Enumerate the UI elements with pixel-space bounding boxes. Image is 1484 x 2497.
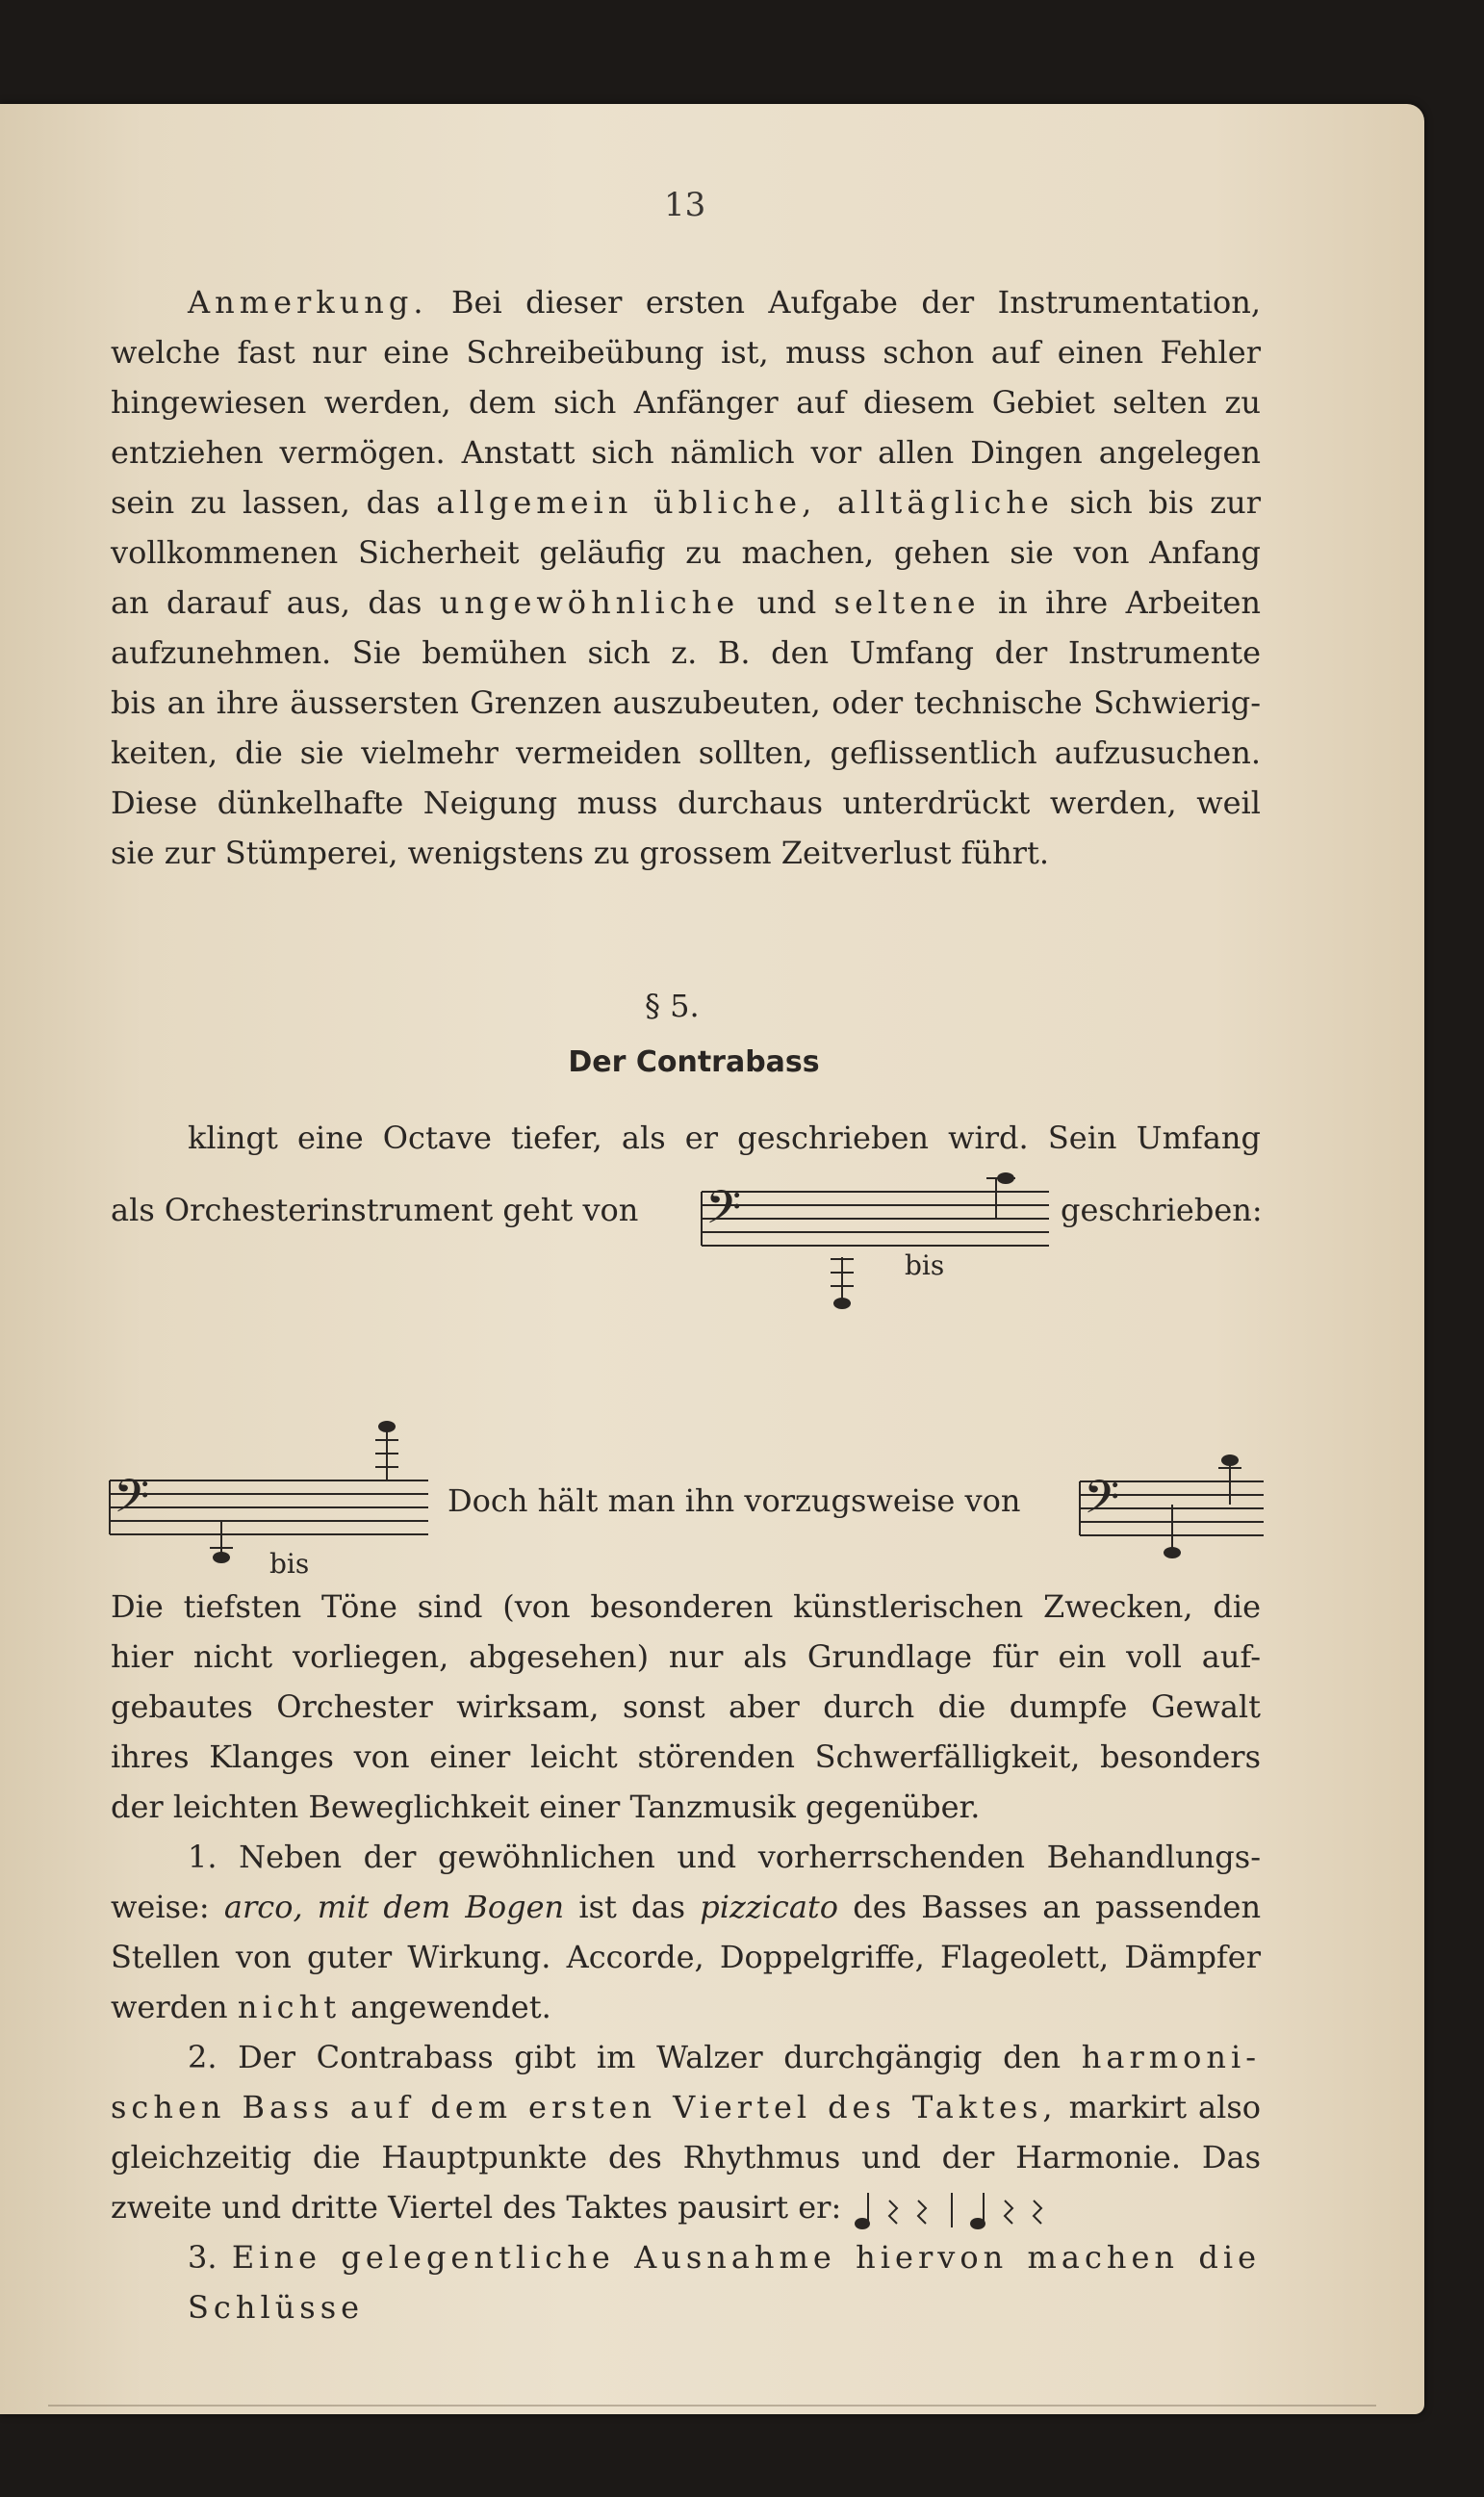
anmerkung-line: aufzunehmen. Sie bemühen sich z. B. den Umfang der Instrumente (111, 634, 1261, 671)
anmerkung-line: keiten, die sie vielmehr vermeiden sollten, geflissentlich aufzusuchen. (111, 734, 1261, 771)
anmerkung-line-1 (111, 277, 1261, 327)
item-number: 2. (188, 2039, 217, 2075)
emphasis: ungewöhnliche (439, 584, 740, 621)
item2-line-1 (111, 2032, 1261, 2082)
anmerkung-line: welche fast nur eine Schreibeübung ist, muss schon auf einen Fehler (111, 334, 1261, 371)
low-note (1164, 1547, 1181, 1558)
item1-line-1 (111, 1832, 1261, 1882)
anmerkung-line: hingewiesen werden, dem sich Anfänger auf diesem Gebiet selten zu (111, 384, 1261, 421)
emphasis: harmoni- (1081, 2039, 1262, 2075)
intro-paragraph (111, 1113, 1261, 1163)
body-line: hier nicht vorliegen, abgesehen) nur als Grundlage für ein voll auf- (111, 1638, 1261, 1675)
body-paragraph (111, 1582, 1261, 2332)
text: in ihre Arbeiten (997, 584, 1262, 621)
item1-line-3: Stellen von guter Wirkung. Accorde, Doppelgriffe, Flageolett, Dämpfer (111, 1939, 1261, 1975)
text: weise: (111, 1889, 210, 1925)
section-number: § 5. (645, 988, 700, 1024)
text: Eine gelegentliche Ausnahme hiervon machen die (231, 2239, 1262, 2276)
anmerkung-line (111, 477, 1261, 528)
bis-label: bis (269, 1548, 310, 1580)
anmerkung-line: entziehen vermögen. Anstatt sich nämlich vor allen Dingen angelegen (111, 434, 1261, 471)
anmerkung-text: Bei dieser ersten Aufgabe der Instrumentation, (451, 284, 1262, 321)
doch-text: Doch hält man ihn vorzugsweise von (448, 1482, 1021, 1519)
body-line: der leichten Beweglichkeit einer Tanzmusik gegenüber. (111, 1789, 981, 1825)
low-note (833, 1298, 851, 1309)
anmerkung-line: bis an ihre äussersten Grenzen auszubeuten, oder technische Schwierig- (111, 684, 1261, 721)
bass-clef-icon: 𝄢 (114, 1469, 150, 1534)
emphasis: nicht (237, 1989, 342, 2025)
bis-label: bis (905, 1249, 945, 1281)
intro-line-2b: geschrieben: (1061, 1192, 1263, 1228)
text: sein zu lassen, das (111, 484, 421, 521)
italic-term: arco, mit dem Bogen (223, 1889, 565, 1925)
text: ist das (578, 1889, 686, 1925)
text: zweite und dritte Viertel des Taktes pausirt er: (111, 2189, 842, 2226)
emphasis: schen Bass auf dem ersten Viertel des Taktes, (111, 2089, 1058, 2125)
intro-line-2a: als Orchesterinstrument geht von (111, 1192, 639, 1228)
anmerkung-line: vollkommenen Sicherheit geläufig zu machen, gehen sie von Anfang (111, 534, 1261, 571)
item-number: 3. (188, 2239, 217, 2276)
text: und (756, 584, 817, 621)
item-number: 1. (188, 1839, 217, 1875)
text: markirt also (1068, 2089, 1262, 2125)
emphasis: allgemein übliche, alltägliche (436, 484, 1054, 521)
rhythm-notation-icon (851, 2189, 1062, 2231)
text: des Basses an passenden (853, 1889, 1262, 1925)
page-number: 13 (664, 186, 706, 224)
intro-line-1: klingt eine Octave tiefer, als er geschrieben wird. Sein Umfang (188, 1120, 1261, 1156)
book-page (0, 104, 1424, 2414)
text: Der Contrabass gibt im Walzer durchgängig den (238, 2039, 1062, 2075)
section-heading: Der Contrabass (568, 1045, 820, 1079)
bass-clef-icon: 𝄢 (1084, 1470, 1120, 1535)
preferred-range-staff (1076, 1447, 1268, 1572)
anmerkung-paragraph (111, 277, 1261, 878)
body-line: gebautes Orchester wirksam, sonst aber durch die dumpfe Gewalt (111, 1688, 1261, 1725)
item2-line-2 (111, 2082, 1261, 2132)
anmerkung-label: Anmerkung. (188, 284, 428, 321)
body-line: Die tiefsten Töne sind (von besonderen künstlerischen Zwecken, die (111, 1588, 1261, 1625)
page-bottom-edge (48, 2405, 1376, 2407)
text: sich bis zur (1069, 484, 1262, 521)
bass-clef-icon: 𝄢 (705, 1180, 742, 1246)
range-staff-2 (106, 1413, 433, 1567)
anmerkung-line: sie zur Stümperei, wenigstens zu grossem Zeitverlust führt. (111, 835, 1049, 871)
italic-term: pizzicato (700, 1889, 839, 1925)
high-note (378, 1421, 396, 1432)
anmerkung-line: Diese dünkelhafte Neigung muss durchaus unterdrückt werden, weil (111, 785, 1261, 821)
high-note (997, 1172, 1014, 1184)
body-line: ihres Klanges von einer leicht störenden Schwerfälligkeit, besonders (111, 1738, 1261, 1775)
high-note (1221, 1454, 1239, 1466)
item2-line-4 (111, 2182, 1261, 2232)
item3-line-1 (111, 2232, 1261, 2332)
anmerkung-line (111, 578, 1261, 628)
text: an darauf aus, das (111, 584, 422, 621)
text: werden (111, 1989, 228, 2025)
item1-line-4 (111, 1982, 1261, 2032)
emphasis: Schlüsse (188, 2289, 365, 2326)
emphasis: seltene (833, 584, 981, 621)
text: angewendet. (350, 1989, 551, 2025)
low-note (213, 1552, 230, 1563)
item2-line-3: gleichzeitig die Hauptpunkte des Rhythmus und der Harmonie. Das (111, 2139, 1261, 2175)
text: Neben der gewöhnlichen und vorherrschenden Behandlungs- (239, 1839, 1262, 1875)
range-staff (698, 1163, 1054, 1317)
item1-line-2 (111, 1882, 1261, 1932)
